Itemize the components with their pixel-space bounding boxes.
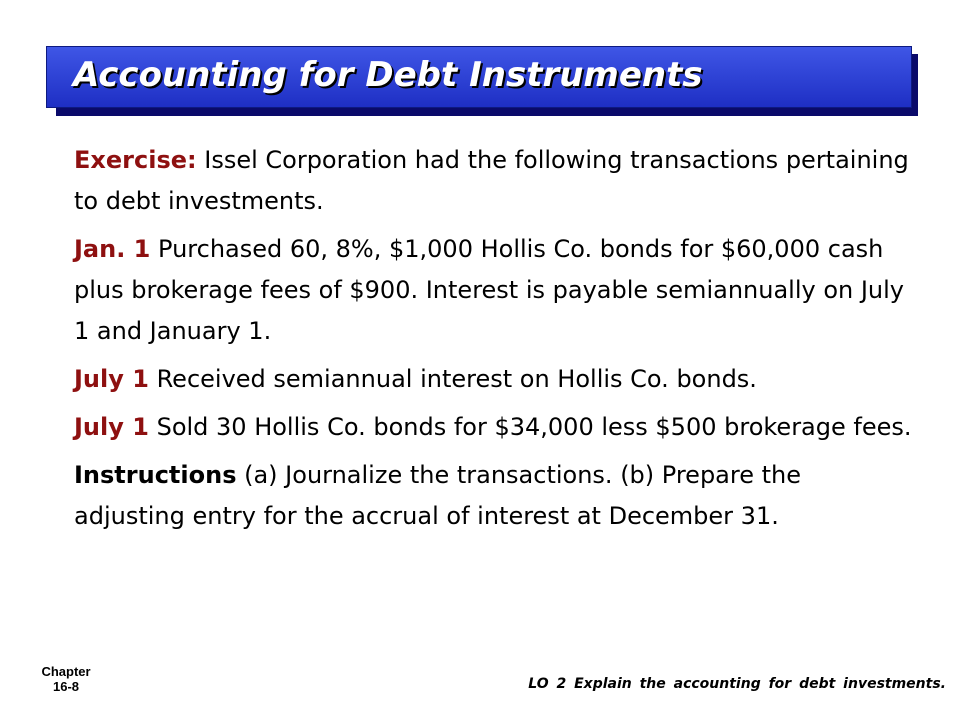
chapter-number: 16-8 (52, 679, 80, 694)
slide-body (74, 140, 914, 544)
slide-title: Accounting for Debt Instruments (73, 55, 703, 95)
exercise-label: Exercise: (74, 146, 197, 174)
chapter-label (26, 664, 106, 694)
transaction-date: Jan. 1 (74, 235, 151, 263)
instructions-text: (a) Journalize the transactions. (b) Prepare the adjusting entry for the accrual of interest at December 31. (74, 461, 801, 530)
transaction-text: Received semiannual interest on Hollis Co. bonds. (148, 365, 757, 393)
transaction-text: Purchased 60, 8%, $1,000 Hollis Co. bonds for $60,000 cash plus brokerage fees of $900. Interest is payable semiannually on July 1 and January 1. (74, 235, 905, 345)
transaction-date: July 1 (74, 413, 149, 441)
transaction-july-1-sale (74, 407, 914, 448)
instructions-label: Instructions (74, 461, 237, 489)
transaction-jan-1 (74, 229, 914, 352)
transaction-july-1-interest (74, 359, 914, 400)
instructions-paragraph (74, 455, 914, 537)
exercise-text: Issel Corporation had the following transactions pertaining to debt investments. (74, 146, 909, 215)
learning-objective: LO 2 Explain the accounting for debt investments. (528, 676, 946, 692)
chapter-word: Chapter (41, 664, 91, 679)
title-bar (46, 46, 912, 108)
transaction-text: Sold 30 Hollis Co. bonds for $34,000 less $500 brokerage fees. (148, 413, 912, 441)
transaction-date: July 1 (74, 365, 149, 393)
exercise-paragraph (74, 140, 914, 222)
